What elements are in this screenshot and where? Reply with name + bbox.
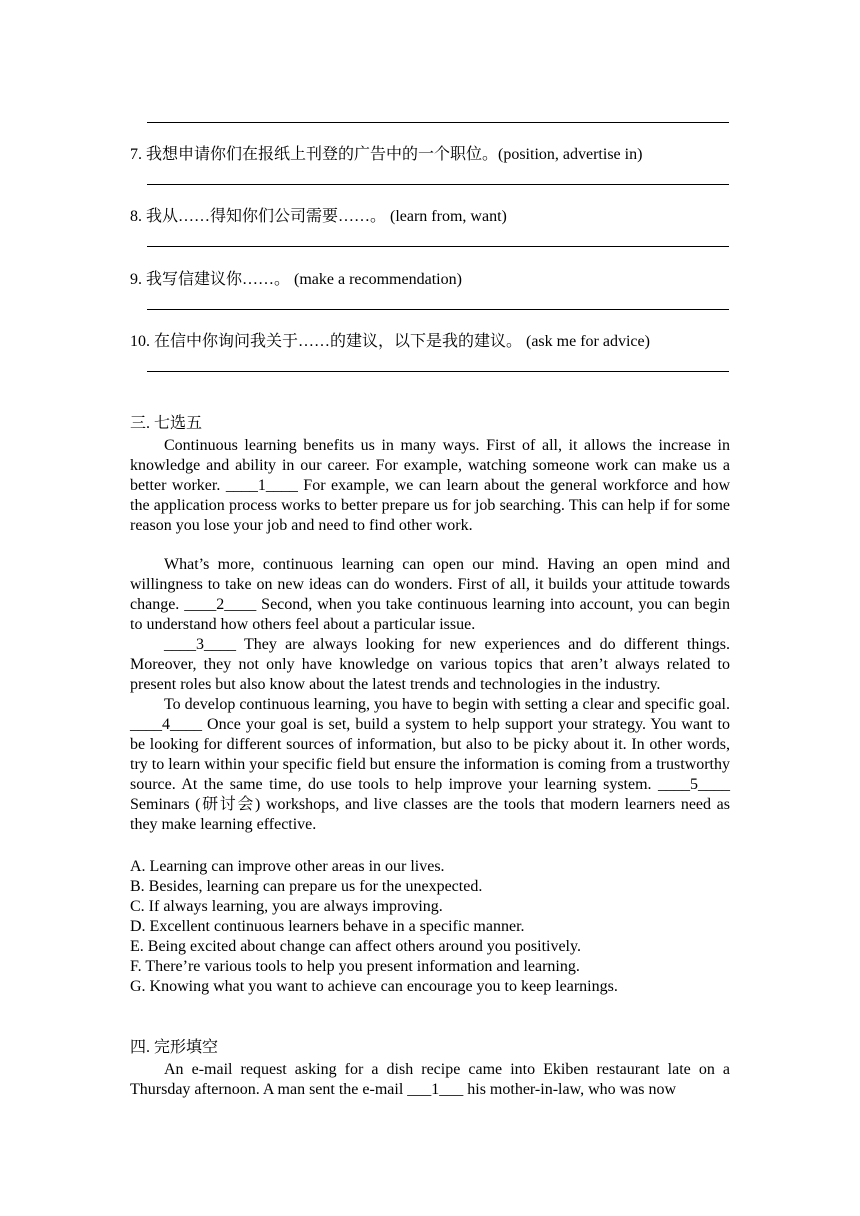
option-b: B. Besides, learning can prepare us for the unexpected. <box>130 878 483 895</box>
passage-paragraph-4: To develop continuous learning, you have to begin with setting a clear and specific goal. ____4____ Once your goal is set, build a system to help support your strategy. You want to be looking for different sources of information, but also to be picky about it. In other words, try to learn within your specific field but ensure the information is coming from a trustworthy source. At the same time, do use tools to help improve your learning system. ____5____ Seminars (研讨会) workshops, and live classes are the tools that modern learners need as they make learning effective. <box>130 696 730 833</box>
section-title-seven-choose-five: 三. 七选五 <box>130 415 203 432</box>
section-title-cloze: 四. 完形填空 <box>130 1039 219 1056</box>
answer-options <box>130 857 730 997</box>
option-c: C. If always learning, you are always improving. <box>130 898 443 915</box>
option-f: F. There’re various tools to help you present information and learning. <box>130 958 580 975</box>
translation-item-7: 7. 我想申请你们在报纸上刊登的广告中的一个职位。(position, advertise in) <box>130 146 643 163</box>
option-a: A. Learning can improve other areas in our lives. <box>130 858 445 875</box>
option-d: D. Excellent continuous learners behave in a specific manner. <box>130 918 525 935</box>
answer-line <box>147 246 729 247</box>
translation-item-8: 8. 我从……得知你们公司需要……。 (learn from, want) <box>130 208 507 225</box>
translation-item-9: 9. 我写信建议你……。 (make a recommendation) <box>130 271 462 288</box>
option-g: G. Knowing what you want to achieve can encourage you to keep learnings. <box>130 978 618 995</box>
passage-paragraph-3: ____3____ They are always looking for new experiences and do different things. Moreover, they not only have knowledge on various topics that aren’t always related to present roles but also know about the latest trends and technologies in the industry. <box>130 636 730 693</box>
passage-paragraph-1: Continuous learning benefits us in many ways. First of all, it allows the increase in knowledge and ability in our career. For example, watching someone work can make us a better worker. ____1____ For example, we can learn about the general workforce and how the application process works to better prepare us for job searching. This can help if for some reason you lose your job and need to find other work. <box>130 437 730 534</box>
answer-line <box>147 122 729 123</box>
option-e: E. Being excited about change can affect others around you positively. <box>130 938 581 955</box>
answer-line <box>147 184 729 185</box>
translation-item-10: 10. 在信中你询问我关于……的建议，以下是我的建议。 (ask me for advice) <box>130 333 650 350</box>
answer-line <box>147 309 729 310</box>
answer-line <box>147 371 729 372</box>
cloze-paragraph: An e-mail request asking for a dish recipe came into Ekiben restaurant late on a Thursday afternoon. A man sent the e-mail ___1___ his mother-in-law, who was now <box>130 1061 730 1098</box>
passage-paragraph-2: What’s more, continuous learning can open our mind. Having an open mind and willingness to take on new ideas can do wonders. First of all, it builds your attitude towards change. ____2____ Second, when you take continuous learning into account, you can begin to understand how others feel about a particular issue. <box>130 556 730 633</box>
